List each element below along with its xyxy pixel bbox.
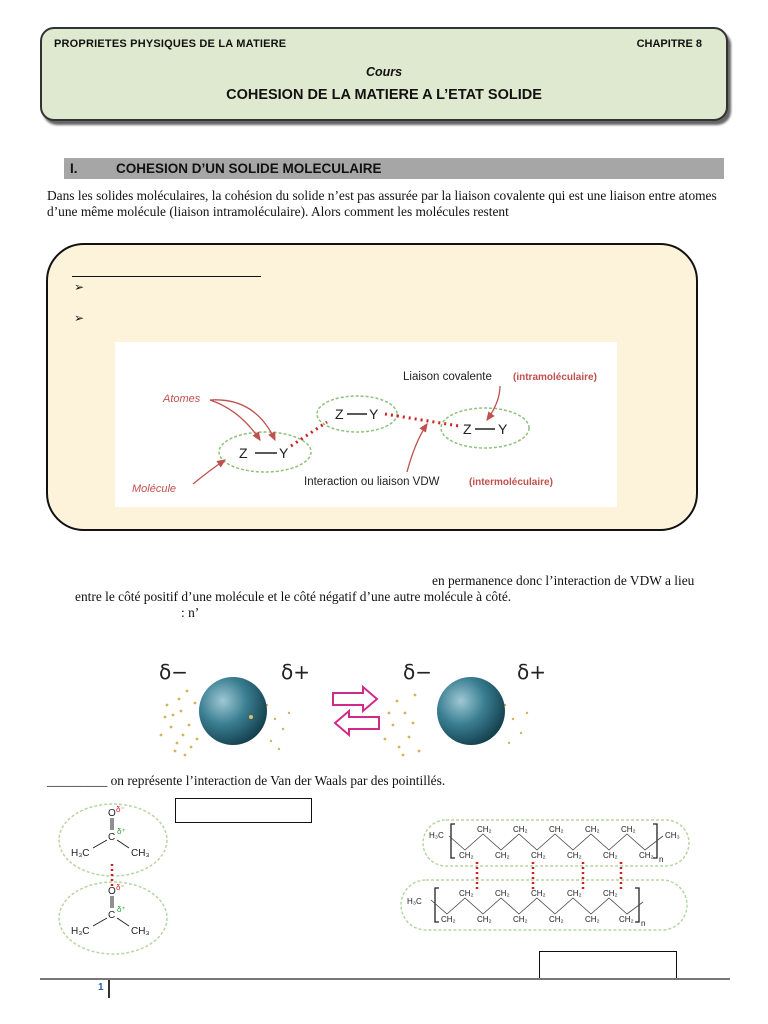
oxygen-atom: O	[108, 886, 116, 897]
chain-end: H₃C	[407, 897, 422, 906]
document-type: Cours	[365, 65, 403, 79]
vdw-text-line: entre le côté positif d’une molécule et le côté négatif d’une autre molécule à côté.	[75, 589, 512, 604]
blank-underline	[72, 276, 261, 277]
right-arrow-icon	[333, 687, 377, 711]
atom-y: Y	[498, 421, 508, 437]
molecule-sphere	[437, 677, 505, 745]
dipole-figure	[153, 655, 545, 765]
methylene: CH₂	[621, 825, 636, 834]
molecule-ellipse	[441, 408, 529, 448]
delta-plus: δ+	[281, 660, 310, 684]
delta-minus: δ−	[403, 660, 432, 684]
oxygen-atom: O	[108, 808, 116, 819]
repeat-index: n	[659, 855, 664, 864]
methylene: CH₂	[603, 889, 618, 898]
methyl-group: CH₃	[131, 848, 150, 859]
partial-negative: δ⁻	[116, 805, 125, 814]
interaction-label: Interaction ou liaison VDW	[304, 476, 440, 488]
partial-positive: δ⁺	[117, 827, 126, 836]
molecule-sphere	[199, 677, 267, 745]
methylene: CH₂	[639, 851, 654, 860]
methylene: CH₂	[549, 825, 564, 834]
molecule-ellipse	[219, 432, 311, 472]
intro-paragraph: Dans les solides moléculaires, la cohésion du solide n’est pas assurée par la liaison covalente qui est une liaison entre atomes d’une même molécule (liaison intramoléculaire). Alors comment les molécules restent	[47, 188, 717, 219]
chapter-header	[40, 27, 728, 121]
methylene: CH₂	[459, 889, 474, 898]
methylene: CH₂	[585, 825, 600, 834]
inter-label: (intermoléculaire)	[469, 477, 553, 488]
methyl-group: H₃C	[71, 848, 90, 859]
arrow-to-atom	[210, 400, 260, 440]
intra-label: (intramoléculaire)	[513, 372, 597, 383]
repeat-index: n	[641, 919, 646, 928]
molecule-label: Molécule	[132, 483, 177, 495]
methylene: CH₂	[567, 889, 582, 898]
methyl-group: CH₃	[131, 926, 150, 937]
methylene: CH₂	[477, 825, 492, 834]
methylene: CH₂	[567, 851, 582, 860]
blank-underline: _________	[47, 773, 108, 788]
arrow-to-molecule	[193, 460, 225, 484]
atom-z: Z	[239, 445, 248, 461]
subject-label: PROPRIETES PHYSIQUES DE LA MATIERE	[54, 38, 287, 50]
chain-end: CH₃	[665, 831, 680, 840]
chapter-label: CHAPITRE 8	[636, 38, 702, 50]
footer-divider	[40, 978, 730, 980]
atom-y: Y	[369, 406, 379, 422]
methylene: CH₂	[441, 915, 456, 924]
section-title: COHESION D’UN SOLIDE MOLECULAIRE	[116, 161, 382, 176]
vdw-diagram	[115, 342, 617, 507]
answer-blank-box[interactable]	[175, 798, 312, 823]
vdw-text-line: en permanence donc l’interaction de VDW a lieu	[432, 573, 695, 588]
arrow-to-bond	[487, 386, 500, 420]
page-number: 1	[98, 982, 104, 993]
methylene: CH₂	[513, 825, 528, 834]
carbon-atom: C	[108, 910, 116, 921]
partial-negative: δ⁻	[116, 883, 125, 892]
bullet-arrow: ➢	[74, 311, 85, 325]
vdw-diagram-svg	[115, 342, 617, 507]
acetone-figure	[55, 800, 173, 956]
arrow-to-vdw	[407, 424, 427, 472]
methylene: CH₂	[459, 851, 474, 860]
chain-end: H₃C	[429, 831, 444, 840]
atom-z: Z	[463, 421, 472, 437]
methylene: CH₂	[477, 915, 492, 924]
methylene: CH₂	[531, 851, 546, 860]
methylene: CH₂	[531, 889, 546, 898]
page-number-bar	[108, 980, 110, 998]
methylene: CH₂	[619, 915, 634, 924]
page-title: COHESION DE LA MATIERE A L’ETAT SOLIDE	[226, 87, 542, 103]
vdw-text-line: : n’	[181, 605, 200, 620]
bullet-arrow: ➢	[74, 280, 85, 294]
atom-y: Y	[279, 445, 289, 461]
methylene: CH₂	[549, 915, 564, 924]
delta-minus: δ−	[159, 660, 188, 684]
polymer-figure	[393, 812, 693, 940]
answer-blank-box[interactable]	[539, 951, 677, 979]
carbon-atom: C	[108, 832, 116, 843]
section-number: I.	[70, 161, 78, 176]
atom-z: Z	[335, 406, 344, 422]
atoms-label: Atomes	[163, 393, 201, 405]
left-arrow-icon	[335, 711, 379, 735]
methylene: CH₂	[495, 889, 510, 898]
polymer-svg	[393, 812, 693, 940]
methylene: CH₂	[585, 915, 600, 924]
covalent-label: Liaison covalente	[403, 371, 492, 383]
acetone-svg	[55, 800, 173, 956]
methylene: CH₂	[495, 851, 510, 860]
delta-plus: δ+	[517, 660, 545, 684]
vdw-dotted-link	[291, 422, 327, 446]
representation-line	[47, 773, 445, 789]
representation-text: on représente l’interaction de Van der Waals par des pointillés.	[107, 773, 446, 788]
methyl-group: H₃C	[71, 926, 90, 937]
section-heading	[64, 158, 724, 179]
dipole-svg	[153, 655, 545, 765]
methylene: CH₂	[603, 851, 618, 860]
partial-positive: δ⁺	[117, 905, 126, 914]
methylene: CH₂	[513, 915, 528, 924]
